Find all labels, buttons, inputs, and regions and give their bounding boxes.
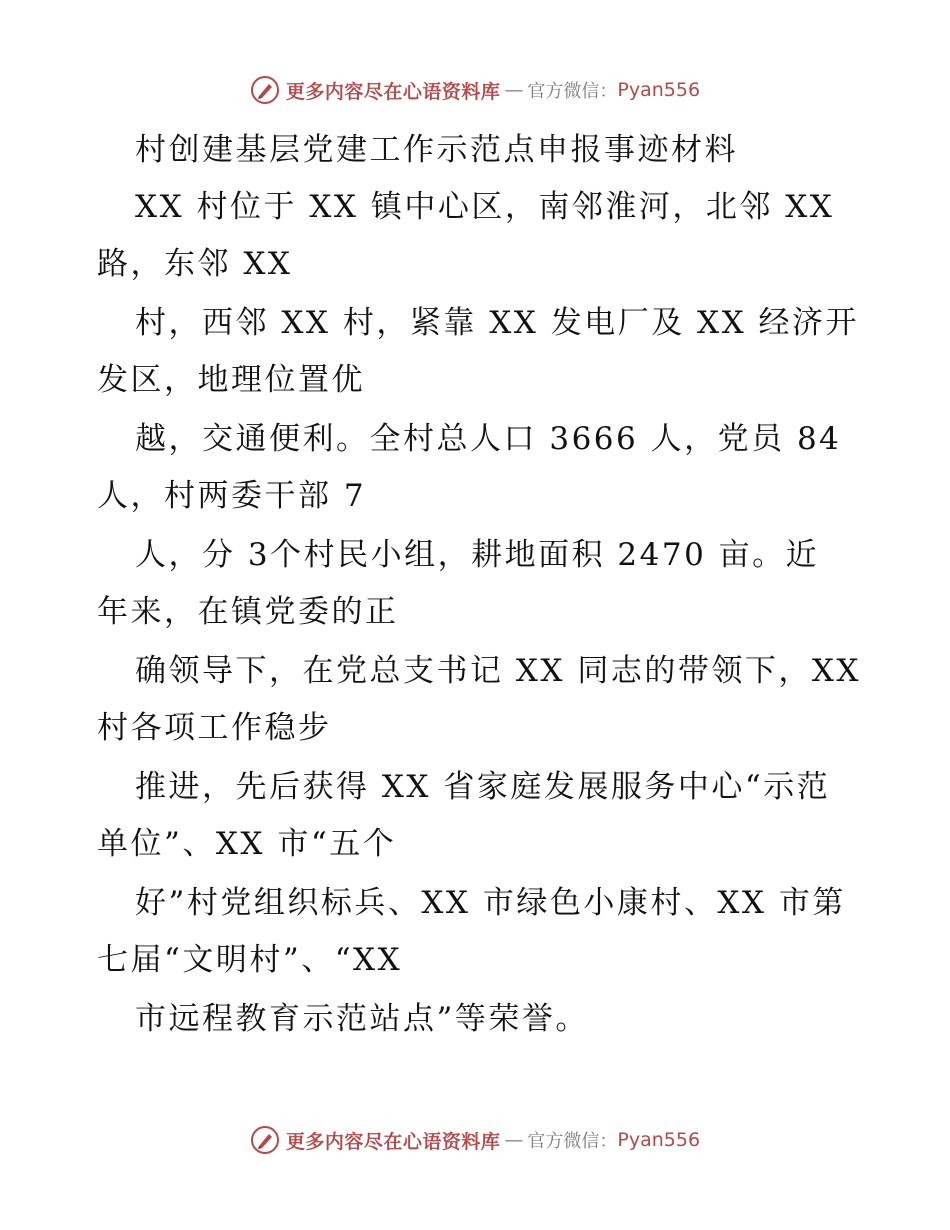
paragraph-line: 七届“文明村”、“XX: [97, 942, 403, 978]
footer-banner: [0, 1120, 950, 1160]
pen-logo-icon: [250, 75, 280, 105]
banner-wechat-id: Pyan556: [617, 1129, 701, 1151]
paragraph-line: 好”村党组织标兵、XX 市绿色小康村、XX 市第: [135, 885, 846, 921]
banner-brand: 更多内容尽在心语资料库: [285, 80, 501, 103]
paragraph-line: 单位”、XX 市“五个: [97, 826, 397, 862]
banner-label: 官方微信：: [527, 1131, 618, 1152]
pen-logo-icon: [250, 1125, 280, 1155]
paragraph-line: 确领导下，在党总支书记 XX 同志的带领下，XX: [135, 653, 861, 689]
paragraph-line: 村各项工作稳步: [97, 710, 332, 746]
document-title: 村创建基层党建工作示范点申报事迹材料: [135, 132, 738, 168]
paragraph-line: 人，村两委干部 7: [97, 478, 367, 514]
paragraph-line: 年来，在镇党委的正: [97, 594, 399, 630]
paragraph-line: 越，交通便利。全村总人口 3666 人，党员 84: [135, 421, 842, 457]
paragraph-line: XX 村位于 XX 镇中心区，南邻淮河，北邻 XX: [135, 189, 835, 225]
banner-wechat-id: Pyan556: [617, 79, 701, 101]
banner-separator: —: [504, 1129, 524, 1151]
paragraph-line: 路，东邻 XX: [97, 246, 293, 282]
paragraph-line: 推进，先后获得 XX 省家庭发展服务中心“示范: [135, 769, 831, 805]
banner-separator: —: [504, 79, 524, 101]
banner-label: 官方微信：: [527, 81, 618, 102]
paragraph-line: 人，分 3个村民小组，耕地面积 2470 亩。近: [135, 537, 820, 573]
banner-brand: 更多内容尽在心语资料库: [285, 1130, 501, 1153]
paragraph-line: 市远程教育示范站点”等荣誉。: [135, 1001, 589, 1037]
paragraph-line: 发区，地理位置优: [97, 362, 365, 398]
paragraph-line: 村，西邻 XX 村，紧靠 XX 发电厂及 XX 经济开: [135, 305, 860, 341]
header-banner: [0, 70, 950, 110]
